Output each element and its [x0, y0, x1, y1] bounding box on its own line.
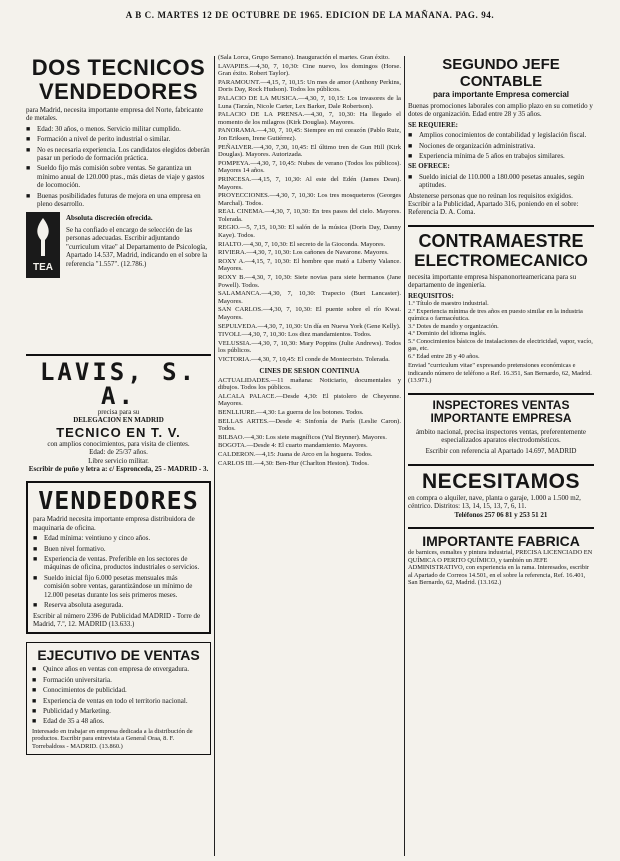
ad-closing: Se ha confiado el encargo de selección de las personas adecuadas. Escribir adjuntando "curriculum vitae" al Departamento de Psicología, Apartado 14.537, Madrid, indicando en el sobre la referencia "1.557". (12.786.) [66, 225, 208, 268]
listing-entry: BENLLIURE.—4,30: La guerra de los botones. Todos. [218, 408, 364, 416]
list-item: ■ Buen nivel formativo. [33, 545, 204, 553]
list-item: ■ Edad de 35 a 48 años. [32, 717, 205, 725]
listing-entry: REAL CINEMA.—4,30, 7, 10,30: En tres pasos del cielo. Mayores. Tolerada. [218, 208, 401, 223]
list-item: ■ Publicidad y Marketing. [32, 707, 205, 715]
divider [408, 527, 594, 529]
listing-entry: VELUSSIA.—4,30, 7, 10,30: Mary Poppins (Julie Andrews). Todos los públicos. [218, 339, 401, 355]
lavis-line: precisa para su [97, 408, 140, 416]
segundo-subtitle: para importante Empresa comercial [432, 90, 570, 99]
listing-entry: PROYECCIONES.—4,30, 7, 10,30: Los tres mosqueteros (Georges Marchal). Todos. [218, 192, 401, 207]
contra-title-line2: ELECTROMECANICO [414, 250, 588, 270]
lavis-line: Libre servicio militar. [88, 456, 149, 465]
ad-lavis [26, 360, 211, 473]
list-item: ■ Experiencia de ventas en todo el territorio nacional. [32, 697, 205, 705]
listing-entry: PALACIO DE LA PRENSA.—4,30, 7, 10,30: Ha llegado el momento de los milagros (Kirk Douglas). Mayores. [218, 111, 401, 126]
inspectores-body: ámbito nacional, precisa inspectores ventas, preferentemente especializados aparatos electrodomésticos. [415, 427, 587, 444]
segundo-ofr-label: SE OFRECE: [408, 162, 450, 171]
tea-logo-icon [26, 212, 60, 278]
lavis-line: Edad: de 25/37 años. [89, 448, 148, 457]
list-item: ■ Sueldo inicial de 110.000 a 180.000 pesetas anuales, según aptitudes. [408, 173, 594, 190]
ad-vendedores [26, 481, 211, 634]
segundo-title-line2: CONTABLE [459, 73, 543, 90]
listing-entry: ROXY A.—4,15, 7, 10,30: El hombre que mató a Liberty Valance. Mayores. [218, 257, 401, 273]
list-item: 2.º Experiencia mínima de tres años en puesto similar en la industria química o farmacéutica. [408, 307, 583, 323]
inspectores-title-line2: IMPORTANTE EMPRESA [430, 410, 572, 425]
contra-closing: Enviad "curriculum vitae" expresando pretensiones económicas e indicando número de teléfono a Ref. 16.351, San Bernardo, 62, Madrid. (13.971.) [408, 362, 592, 385]
list-item: ■ Buenas posibilidades futuras de mejora en una empresa en pleno desarrollo. [26, 192, 211, 209]
listing-entry: POMPEYA.—4,30, 7, 10,45: Nubes de verano (Todos los públicos). Mayores 14 años. [218, 159, 401, 175]
vendedores-title: VENDEDORES [38, 486, 199, 516]
ad-importante-fabrica [408, 533, 594, 587]
fabrica-body: de barnices, esmaltes y pintura industrial, PRECISA LICENCIADO EN QUÍMICA O PERITO QUÍMICO, y también un JEFE ADMINISTRATIVO, con experiencia en la rama. Interesados, escribir al Apartado de Correos 14.501, en el sobre la referencia, Ref. 16.401, San Bernardo, 62, Madrid. (13.162.) [408, 549, 593, 587]
necesitamos-title: NECESITAMOS [422, 469, 580, 493]
contra-intro: necesita importante empresa hispanonorteamericana para su departamento de ingeniería. [408, 272, 577, 290]
list-item: ■ Reserva absoluta asegurada. [33, 601, 204, 609]
list-item: ■ Experiencia mínima de 5 años en trabajos similares. [408, 152, 594, 160]
lavis-title: LAVIS, S. A. [39, 358, 198, 410]
listing-entry: SEPULVEDA.—4,30, 7, 10,30: Un día en Nueva York (Gene Kelly). [218, 322, 401, 330]
page-header: A B C. MARTES 12 DE OCTUBRE DE 1965. EDICION DE LA MAÑANA. PAG. 94. [125, 10, 495, 20]
listing-entry: ACTUALIDADES.—11 mañana: Noticiario, documentales y dibujos. Todos los públicos. [218, 376, 401, 392]
fabrica-title: IMPORTANTE FABRICA [422, 533, 580, 550]
ad-bullet-list [26, 125, 211, 209]
contra-req-label: REQUISITOS: [408, 291, 454, 300]
listing-entry: BELLAS ARTES.—Desde 4: Sinfonía de París (Leslie Caron). Todos. [218, 417, 401, 433]
list-item: ■ Sueldo inicial fijo 6.000 pesetas mensuales más comisión sobre ventas, garantizándose un mínimo de 12.000 pesetas durante los seis primeros meses. [33, 574, 204, 599]
listing-entry: PEÑALVER.—4,30, 7,30, 10,45: El último tren de Gun Hill (Kirk Douglas). Mayores. Autorizada. [218, 143, 401, 159]
list-item: ■ Quince años en ventas con empresa de envergadura. [32, 665, 205, 673]
inspectores-closing: Escribir con referencia al Apartado 14.697, MADRID [425, 447, 577, 456]
listing-entry: VICTORIA.—4,30, 7, 10,45: El conde de Montecristo. Tolerada. [218, 355, 390, 363]
listing-entry: SALAMANCA.—4,30, 7, 10,30: Trapecio (Burt Lancaster). Mayores. [218, 290, 401, 305]
segundo-req-label: SE REQUIERE: [408, 120, 458, 129]
list-item: ■ No es necesaria experiencia. Los candidatos elegidos deberán pasar un período de formación práctica. [26, 146, 211, 163]
list-item: ■ Conocimientos de publicidad. [32, 686, 205, 694]
list-item: 6.º Edad entre 28 y 40 años. [408, 352, 480, 360]
divider [408, 225, 594, 227]
listing-entry: BILBAO.—4,30: Los siete magníficos (Yul Brynner). Mayores. [218, 433, 387, 441]
tea-logo [26, 212, 60, 278]
ad-dos-tecnicos [26, 56, 211, 346]
vendedores-intro: para Madrid necesita importante empresa distribuidora de maquinaria de oficina. [33, 515, 195, 532]
ad-ejecutivo [26, 642, 211, 755]
necesitamos-phones: Teléfonos 257 06 81 y 253 51 21 [454, 510, 548, 519]
ad-title-line2: VENDEDORES [38, 79, 199, 104]
segundo-title-line1: SEGUNDO JEFE [442, 56, 560, 73]
divider [26, 354, 211, 356]
listing-entry: CALDERON.—4,15: Juana de Arco en la hoguera. Todos. [218, 450, 373, 458]
lavis-line: DELEGACION EN MADRID [73, 416, 164, 425]
ejecutivo-closing: Interesado en trabajar en empresa dedicada a la distribución de productos. Escribir para entrevista a General Oraa, 8. F. Torrebaldoss - MADRID. (13.860.) [32, 727, 193, 750]
inspectores-title-line1: INSPECTORES VENTAS [432, 397, 570, 412]
column-rule-1 [214, 56, 215, 856]
segundo-req-list [408, 131, 594, 160]
listing-entry: SAN CARLOS.—4,30, 7, 10,30: El puente sobre el río Kwai. Mayores. [218, 306, 401, 321]
list-item: ■ Edad: 30 años, o menos. Servicio militar cumplido. [26, 125, 211, 133]
listing-entry: ALCALA PALACE.—Desde 4,30: El pistolero de Cheyenne. Mayores. [218, 392, 401, 408]
list-item: ■ Sueldo fijo más comisión sobre ventas. Se garantiza un mínimo anual de 120.000 ptas., más dietas de viaje y gastos de locomoción. [26, 164, 211, 189]
column-left [26, 56, 211, 763]
list-item: 1.º Título de maestro industrial. [408, 300, 489, 308]
listing-section-title: CINES DE SESION CONTINUA [259, 366, 360, 375]
ad-intro: para Madrid, necesita importante empresa del Norte, fabricante de metales. [26, 106, 204, 123]
listing-entry: RIALTO.—4,30, 7, 10,30: El secreto de la Gioconda. Mayores. [218, 240, 386, 248]
list-item: ■ Experiencia de ventas. Preferible en los sectores de máquinas de oficina, productos industriales o servicios. [33, 555, 204, 572]
listing-entry: LAVAPIES.—4,30, 7, 10,30: Cine nuevo, los domingos (Horse. Gran éxito. Robert Taylor). [218, 62, 401, 78]
column-rule-2 [404, 56, 405, 856]
ad-segundo-jefe [408, 56, 594, 217]
divider [408, 464, 594, 466]
lavis-line: con amplios conocimientos, para visita de clientes. [47, 439, 190, 448]
list-item: ■ Formación a nivel de perito industrial o similar. [26, 135, 211, 143]
listing-entry: CARLOS III.—4,30: Ben-Hur (Charlton Heston). Todos. [218, 459, 369, 467]
ejecutivo-title: EJECUTIVO DE VENTAS [37, 647, 200, 664]
necesitamos-body: en compra o alquiler, nave, planta o garaje, 1.000 a 1.500 m2, céntrico. Distritos: 13, 14, 15, 13, 7, 6, 11. [408, 493, 581, 511]
list-item: ■ Nociones de organización administrativa. [408, 142, 594, 150]
list-item: 3.º Dotes de mando y organización. [408, 322, 499, 330]
list-item: ■ Formación universitaria. [32, 676, 205, 684]
lavis-headline: TECNICO EN T. V. [56, 424, 181, 440]
list-item: 5.º Conocimientos básicos de instalaciones de electricidad, vapor, vacío, gas, etc. [408, 337, 593, 353]
listing-entry: REGIO.—5, 7,15, 10,30: El salón de la música (Doris Day, Danny Kaye). Todos. [218, 224, 401, 240]
vendedores-closing: Escribir al número 2396 de Publicidad MADRID - Torre de Madrid, 7.º, 12. MADRID (13.633.) [33, 611, 201, 628]
listing-entry: PALACIO DE LA MUSICA.—4,30, 7, 10,15: Los invasores de la Luna (Tarzán, Nicole Carter, Lex Barker, Dale Robertson). [218, 94, 401, 110]
list-item: ■ Edad mínima: veintiuno y cinco años. [33, 534, 204, 542]
vendedores-bullet-list [33, 534, 204, 609]
ejecutivo-bullet-list [32, 665, 205, 725]
list-item: 4.º Dominio del idioma inglés. [408, 330, 487, 338]
ad-necesitamos [408, 470, 594, 519]
column-cinema-listing [218, 54, 401, 854]
listing-entry: PANORAMA.—4,30, 7, 10,45: Siempre en mi corazón (Pablo Ruiz, Jon Eriksen, Irene Gutiérrez). [218, 127, 401, 142]
ad-title-line1: DOS TECNICOS [31, 56, 206, 80]
listing-entry: BOGOTA.—Desde 4: El cuarto mandamiento. Mayores. [218, 442, 368, 450]
ad-inspectores [408, 399, 594, 456]
segundo-intro: Buenas promociones laborales con amplio plazo en su cometido y dotes de organización. Edad entre 28 y 35 años. [408, 102, 593, 119]
svg-text:TEA: TEA [33, 262, 53, 274]
column-right [408, 56, 594, 595]
listing-entry: RIVIERA.—4,30, 7, 10,30: Los cañones de Navarone. Mayores. [218, 249, 389, 257]
list-item: ■ Amplios conocimientos de contabilidad y legislación fiscal. [408, 131, 594, 139]
listing-entry: ROXY B.—4,30, 7, 10,30: Siete novias para siete hermanos (Jane Powell). Todos. [218, 274, 401, 289]
ad-discretion: Absoluta discreción ofrecida. [66, 214, 153, 223]
listing-entry: PARAMOUNT.—4,15, 7, 10,15: Un mes de amor (Anthony Perkins, Doris Day, Rock Hudson). Todos los públicos. [218, 78, 401, 94]
lavis-line: Escribir de puño y letra a: c/ Espronceda, 25 - MADRID - 3. [28, 465, 209, 474]
contra-title-line1: CONTRAMAESTRE [418, 230, 584, 251]
listing-entry: TIVOLI.—4,30, 7, 10,30: Los diez mandamientos. Todos. [218, 331, 372, 339]
ad-contramaestre [408, 231, 594, 385]
listing-entry: PRINCESA.—4,15, 7, 10,30: Al este del Edén (James Dean). Mayores. [218, 175, 401, 191]
segundo-ofr-list [408, 173, 594, 190]
segundo-closing: Abstenerse personas que no reúnan los requisitos exigidos. Escribir a la Publicidad, Apartado 316, poniendo en el sobre: Referencia D. A. Coma. [408, 191, 579, 217]
listing-entry: (Sala Lorca, Grupo Serrano). Inauguración el martes. Gran éxito. [218, 54, 390, 61]
divider [408, 393, 594, 395]
